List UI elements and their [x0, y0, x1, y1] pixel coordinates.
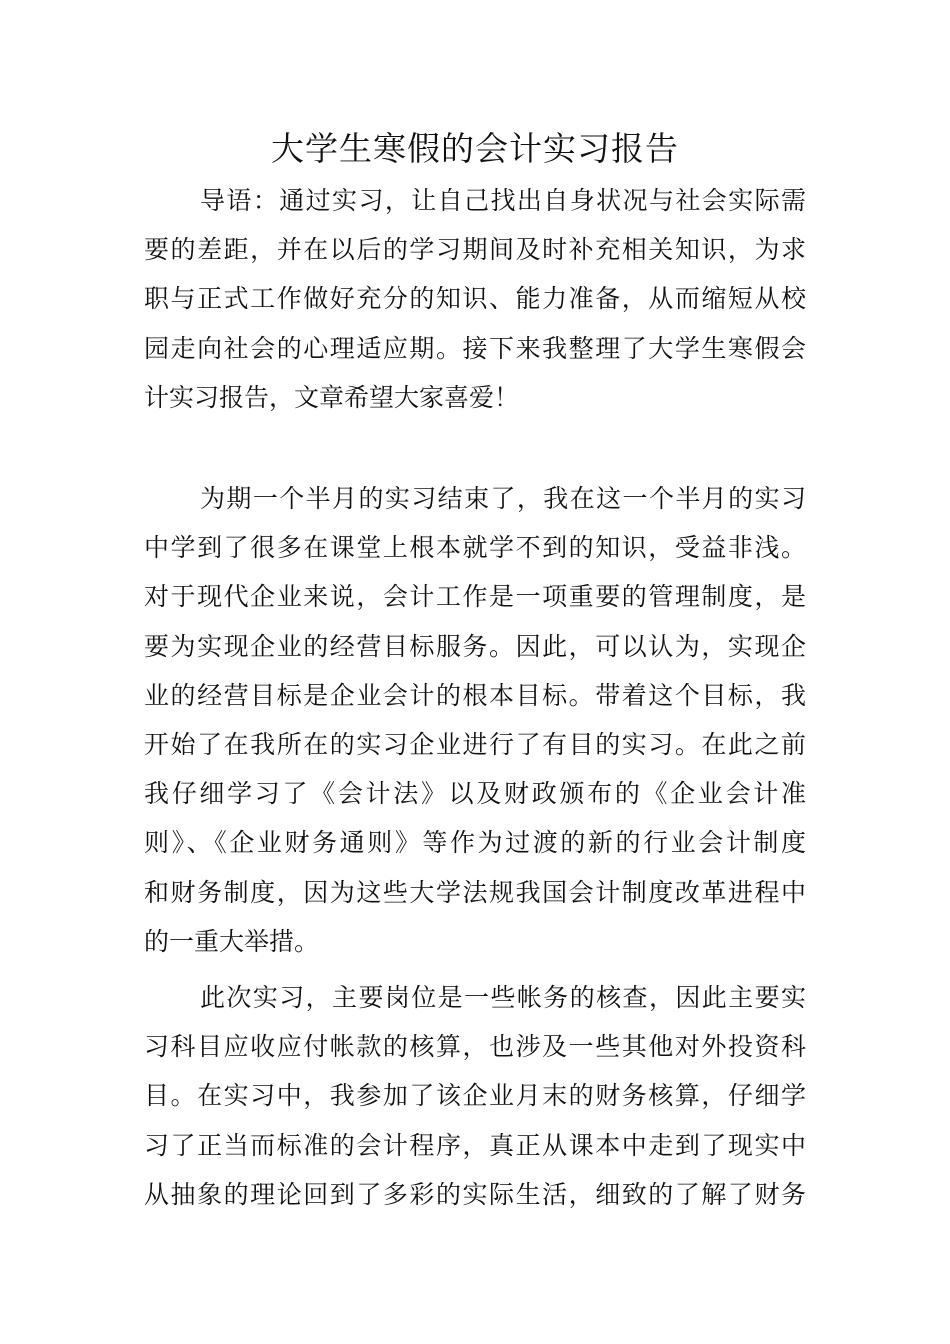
paragraph-line: 目。在实习中，我参加了该企业月末的财务核算，仔细学: [144, 1081, 806, 1111]
paragraph-line: 计实习报告，文章希望大家喜爱！: [144, 382, 520, 412]
paragraph-line: 园走向社会的心理适应期。接下来我整理了大学生寒假会: [144, 333, 806, 363]
body-paragraph-1: [144, 474, 806, 966]
paragraph-line: 要的差距，并在以后的学习期间及时补充相关知识，为求: [144, 235, 806, 265]
body-paragraph-2: [144, 973, 806, 1219]
paragraph-line: 职与正式工作做好充分的知识、能力准备，从而缩短从校: [144, 284, 806, 314]
paragraph-line: 业的经营目标是企业会计的根本目标。带着这个目标，我: [144, 680, 806, 710]
paragraph-line: 习了正当而标准的会计程序，真正从课本中走到了现实中: [144, 1130, 806, 1160]
paragraph-line: 我仔细学习了《会计法》以及财政颁布的《企业会计准: [144, 779, 806, 809]
paragraph-line: 的一重大举措。: [144, 926, 320, 956]
paragraph-line: 为期一个半月的实习结束了，我在这一个半月的实习: [200, 484, 806, 513]
paragraph-line: 习科目应收应付帐款的核算，也涉及一些其他对外投资科: [144, 1032, 806, 1062]
paragraph-line: 从抽象的理论回到了多彩的实际生活，细致的了解了财务: [144, 1179, 806, 1209]
paragraph-line: 中学到了很多在课堂上根本就学不到的知识，受益非浅。: [144, 533, 806, 563]
document-title: 大学生寒假的会计实习报告: [271, 129, 679, 168]
paragraph-line: 开始了在我所在的实习企业进行了有目的实习。在此之前: [144, 729, 806, 759]
paragraph-line: 导语：通过实习，让自己找出自身状况与社会实际需: [200, 186, 806, 215]
paragraph-line: 和财务制度，因为这些大学法规我国会计制度改革进程中: [144, 877, 806, 907]
paragraph-line: 此次实习，主要岗位是一些帐务的核查，因此主要实: [200, 983, 806, 1012]
paragraph-line: 则》、《企业财务通则》等作为过渡的新的行业会计制度: [144, 828, 806, 858]
paragraph-line: 对于现代企业来说，会计工作是一项重要的管理制度，是: [144, 582, 806, 612]
paragraph-line: 要为实现企业的经营目标服务。因此，可以认为，实现企: [144, 631, 806, 661]
intro-paragraph: [144, 176, 806, 422]
